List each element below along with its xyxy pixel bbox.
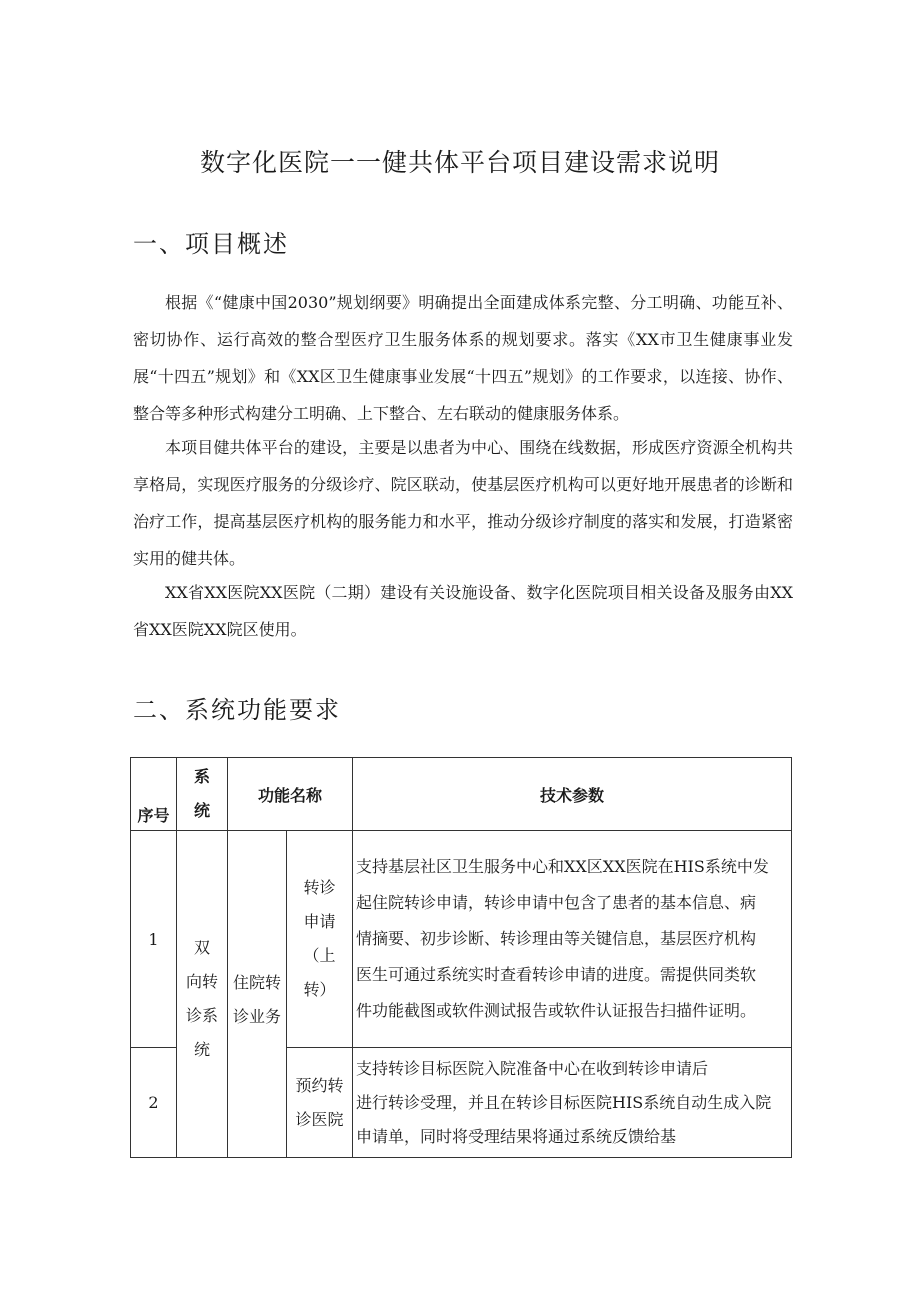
- tech-cell: [353, 1048, 792, 1158]
- table-row: [131, 831, 792, 1048]
- category-line: 诊业务: [232, 1007, 281, 1026]
- row-seq: 2: [131, 1048, 177, 1158]
- header-system-line1: 系: [193, 767, 210, 786]
- paragraph-1: 根据《“健康中国2030”规划纲要》明确提出全面建成体系完整、分工明确、功能互补、密切协作、运行高效的整合型医疗卫生服务体系的规划要求。落实《XX市卫生健康事业发展“十四五”规划》和《XX区卫生健康事业发展“十四五”规划》的工作要求，以连接、协作、整合等多种形式构建分工明确、上下整合、左右联动的健康服务体系。: [133, 293, 793, 423]
- section-heading-overview: 一、项目概述: [133, 230, 289, 258]
- function-line: 申请: [303, 912, 336, 931]
- function-line: 转诊: [303, 878, 336, 897]
- tech-line: 起住院转诊申请，转诊申请中包含了患者的基本信息、病: [356, 893, 757, 912]
- category-line: 住院转: [232, 973, 281, 992]
- system-line: 诊系: [185, 1006, 218, 1025]
- header-seq: 序号: [131, 758, 177, 831]
- function-cell: [287, 831, 353, 1048]
- paragraph-3: XX省XX医院XX医院（二期）建设有关设施设备、数字化医院项目相关设备及服务由XX省XX医院XX院区使用。: [133, 583, 793, 639]
- tech-cell: [353, 831, 792, 1048]
- system-line: 向转: [185, 972, 218, 991]
- header-function: 功能名称: [228, 758, 353, 831]
- function-cell: [287, 1048, 353, 1158]
- function-line: （上: [303, 946, 336, 965]
- row-seq: 1: [131, 831, 177, 1048]
- system-cell: [177, 831, 228, 1158]
- header-tech: 技术参数: [353, 758, 792, 831]
- system-line: 统: [193, 1040, 210, 1059]
- header-system: [177, 758, 228, 831]
- tech-line: 件功能截图或软件测试报告或软件认证报告扫描件证明。: [356, 1001, 757, 1020]
- tech-line: 支持基层社区卫生服务中心和XX区XX医院在HIS系统中发: [356, 857, 769, 876]
- category-cell: [228, 831, 287, 1158]
- function-line: 预约转: [295, 1075, 344, 1095]
- tech-line: 情摘要、初步诊断、转诊理由等关键信息，基层医疗机构: [356, 929, 757, 948]
- paragraph-2: 本项目健共体平台的建设，主要是以患者为中心、围绕在线数据，形成医疗资源全机构共享格局，实现医疗服务的分级诊疗、院区联动，使基层医疗机构可以更好地开展患者的诊断和治疗工作，提高基层医疗机构的服务能力和水平，推动分级诊疗制度的落实和发展，打造紧密实用的健共体。: [133, 438, 793, 568]
- header-system-line2: 统: [193, 801, 210, 820]
- tech-line: 支持转诊目标医院入院准备中心在收到转诊申请后: [356, 1058, 709, 1078]
- function-line: 转）: [303, 980, 336, 999]
- function-line: 诊医院: [295, 1109, 344, 1129]
- section-heading-functions: 二、系统功能要求: [133, 696, 341, 724]
- requirements-table: [130, 757, 792, 1158]
- system-line: 双: [193, 938, 210, 957]
- table-header-row: [131, 758, 792, 831]
- document-title: 数字化医院一一健共体平台项目建设需求说明: [199, 148, 720, 177]
- tech-line: 申请单，同时将受理结果将通过系统反馈给基: [356, 1126, 677, 1146]
- tech-line: 进行转诊受理，并且在转诊目标医院HIS系统自动生成入院: [356, 1092, 772, 1112]
- tech-line: 医生可通过系统实时查看转诊申请的进度。需提供同类软: [356, 965, 757, 984]
